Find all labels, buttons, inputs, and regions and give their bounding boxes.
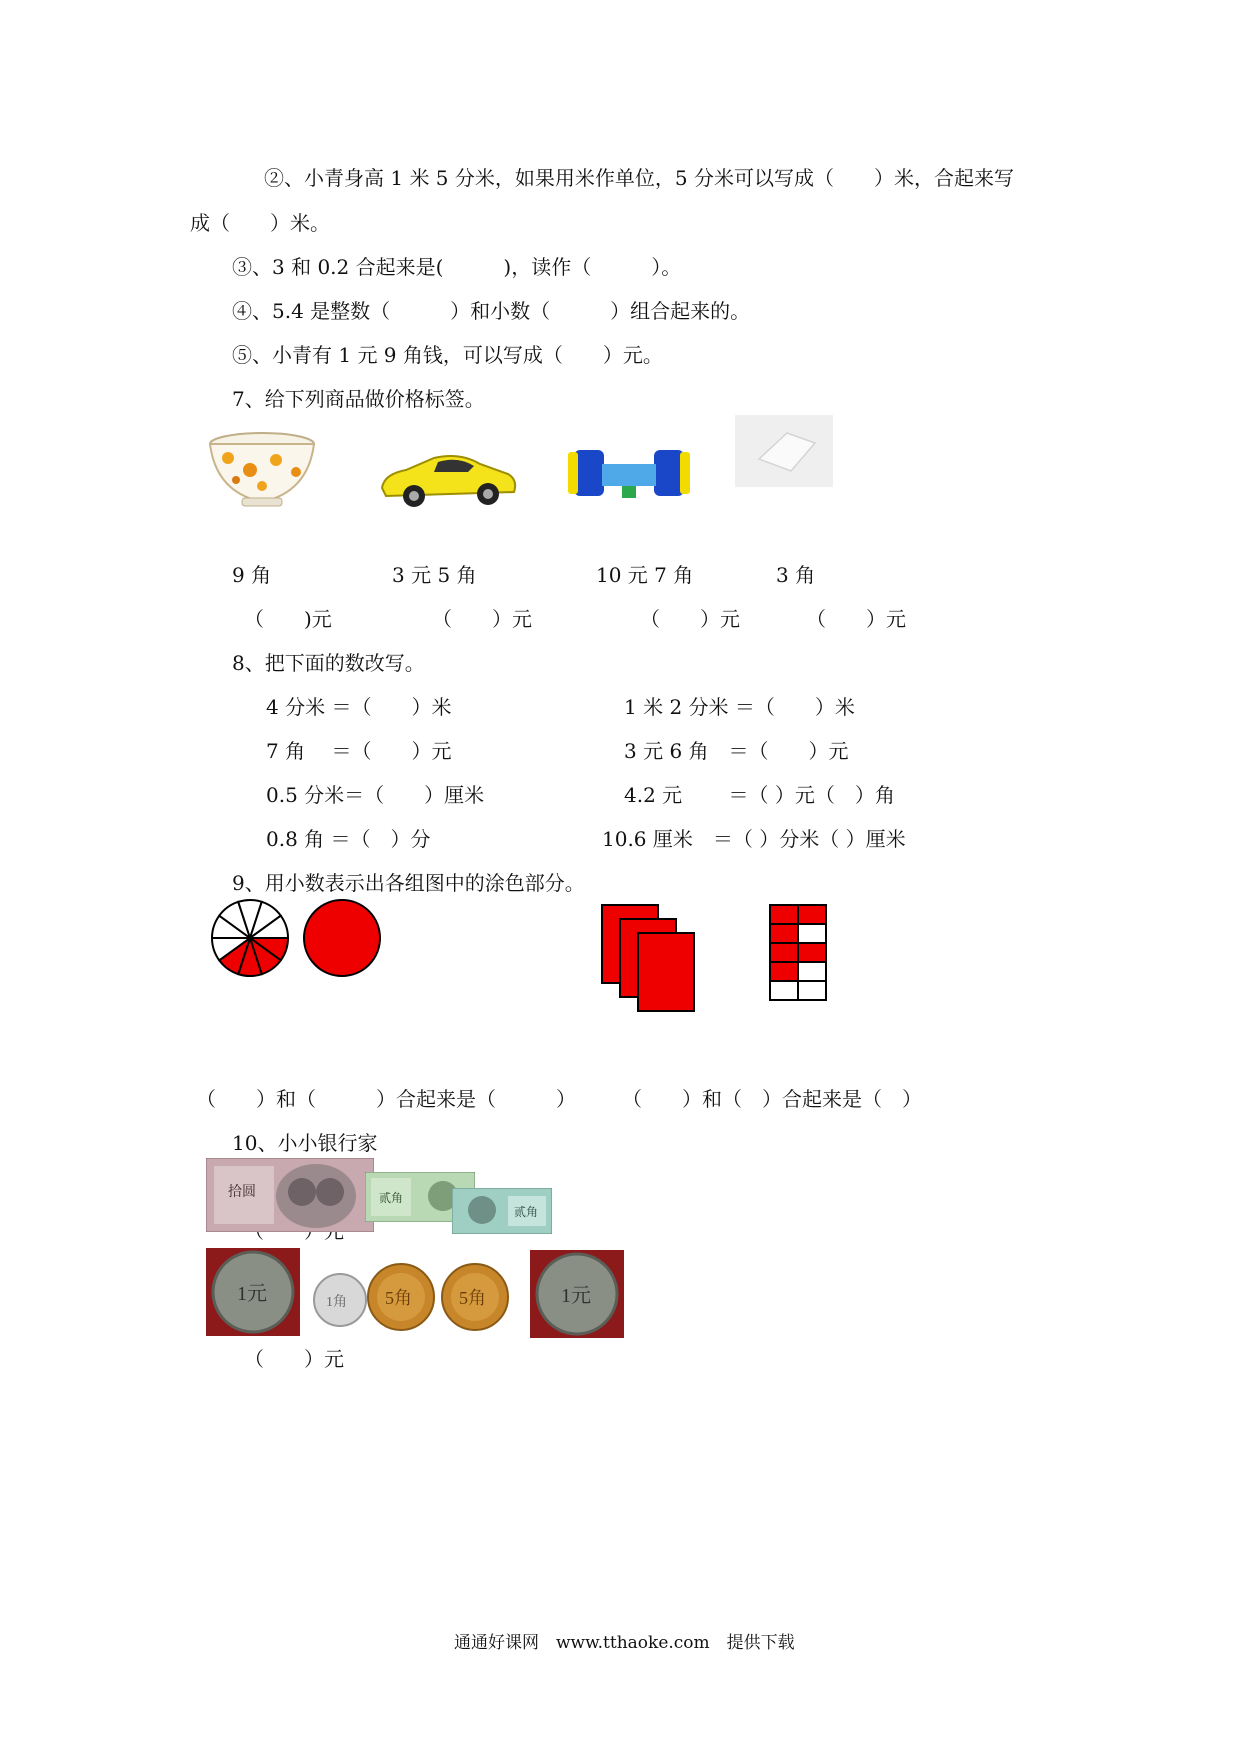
q8-row1-right: 1 米 2 分米 ＝（ ）米 (624, 695, 855, 719)
q9-answer-right: （ ）和（ ）合起来是（ ） (622, 1087, 922, 1111)
grid-cell-shaded (770, 962, 798, 981)
q7-blank-4: （ ）元 (806, 607, 906, 631)
q8-row3-left: 0.5 分米＝（ ）厘米 (266, 783, 485, 807)
q8-row3-right: 4.2 元 ＝（ ）元（ ）角 (624, 783, 895, 807)
q7-title: 7、给下列商品做价格标签。 (232, 387, 485, 411)
q6-item2-line2: 成（ ）米。 (190, 211, 330, 235)
two-jiao-banknote-2 (452, 1188, 552, 1234)
q9-answer-left: （ ）和（ ）合起来是（ ） (196, 1087, 576, 1111)
shaded-rectangle-3 (638, 933, 694, 1011)
q7-blank-1: （ )元 (244, 607, 332, 631)
toy-car-image (376, 448, 520, 510)
partial-circle-figure (212, 900, 288, 976)
two-jiao-label-2: 贰角 (514, 1205, 539, 1219)
grid-cell-shaded (770, 943, 798, 962)
grid-cell-empty (798, 962, 826, 981)
q9-title: 9、用小数表示出各组图中的涂色部分。 (232, 871, 585, 895)
q6-item5: ⑤、小青有 1 元 9 角钱，可以写成（ ）元。 (232, 343, 663, 367)
q8-row4-left: 0.8 角 ＝（ ）分 (266, 827, 431, 851)
five-jiao-coin-label-2: 5角 (459, 1288, 486, 1308)
q6-item2-line1: ②、小青身高 1 米 5 分米，如果用米作单位，5 分米可以写成（ ）米，合起来写 (264, 166, 1014, 190)
q7-blank-3: （ ）元 (640, 607, 740, 631)
q7-price-4: 3 角 (776, 563, 816, 587)
ten-yuan-banknote (206, 1158, 374, 1232)
q8-row2-left: 7 角 ＝（ ）元 (266, 739, 452, 763)
grid-cell-empty (770, 981, 798, 1000)
grid-cell-empty (798, 924, 826, 943)
q7-price-3: 10 元 7 角 (596, 563, 694, 587)
full-circle-figure (304, 900, 380, 976)
q7-price-2: 3 元 5 角 (392, 563, 477, 587)
q9-figures (200, 895, 850, 1020)
q10-title: 10、小小银行家 (232, 1131, 378, 1155)
binoculars-image (566, 440, 696, 506)
q6-item4: ④、5.4 是整数（ ）和小数（ ）组合起来的。 (232, 299, 751, 323)
ten-yuan-label: 拾圆 (228, 1185, 256, 1200)
grid-cell-shaded (798, 943, 826, 962)
bowl-image (206, 430, 318, 508)
grid-cell-shaded (770, 924, 798, 943)
one-jiao-coin-label: 1角 (326, 1295, 347, 1310)
q8-row1-left: 4 分米 ＝（ ）米 (266, 695, 452, 719)
q8-row4-right: 10.6 厘米 ＝（ ）分米（ ）厘米 (602, 827, 906, 851)
one-yuan-coin (206, 1248, 300, 1336)
one-jiao-coin (312, 1272, 368, 1328)
q7-price-1: 9 角 (232, 563, 272, 587)
q10-coins-blank: （ ）元 (244, 1347, 344, 1371)
q8-row2-right: 3 元 6 角 ＝（ ）元 (624, 739, 849, 763)
grid-cell-shaded (770, 905, 798, 924)
one-yuan-coin-2 (530, 1250, 624, 1338)
q7-blank-2: （ ）元 (432, 607, 532, 631)
one-yuan-coin-label-2: 1元 (561, 1285, 591, 1307)
footer-text: 通通好课网 www.tthaoke.com 提供下载 (454, 1633, 795, 1653)
grid-cell-empty (798, 981, 826, 1000)
q8-title: 8、把下面的数改写。 (232, 651, 425, 675)
one-yuan-coin-label: 1元 (237, 1283, 267, 1305)
five-jiao-coin-2 (440, 1262, 510, 1332)
grid-cell-shaded (798, 905, 826, 924)
five-jiao-coin (366, 1262, 436, 1332)
five-jiao-coin-label: 5角 (385, 1288, 412, 1308)
q6-item3: ③、3 和 0.2 合起来是( )，读作（ ）。 (232, 255, 682, 279)
two-jiao-label: 贰角 (379, 1191, 404, 1205)
eraser-image (735, 415, 833, 487)
grid-figure (770, 905, 826, 1000)
